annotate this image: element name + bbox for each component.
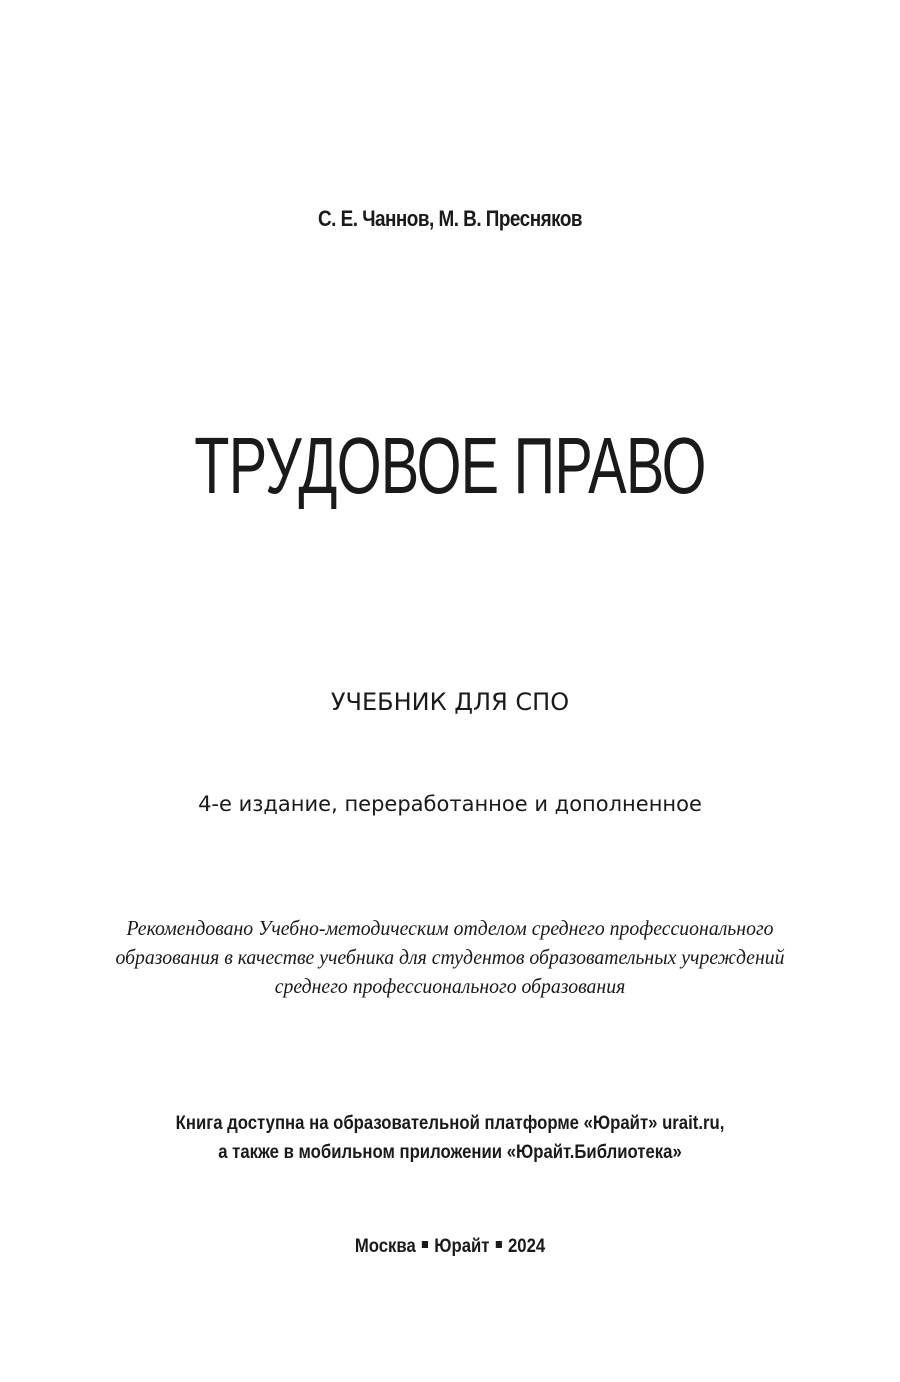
availability-line: Книга доступна на образовательной платформе «Юрайт» urait.ru, bbox=[175, 1113, 725, 1134]
square-separator-icon bbox=[422, 1241, 428, 1248]
book-subtitle: УЧЕБНИК ДЛЯ СПО bbox=[330, 688, 570, 716]
imprint-year: 2024 bbox=[507, 1236, 546, 1257]
recommendation-block bbox=[27, 914, 873, 1001]
imprint-publisher: Юрайт bbox=[434, 1236, 490, 1257]
availability-block bbox=[54, 1109, 846, 1167]
book-title: ТРУДОВОЕ ПРАВО bbox=[194, 421, 706, 510]
recommendation-line: образования в качестве учебника для студентов образовательных учреждений bbox=[115, 945, 785, 969]
imprint bbox=[54, 1236, 846, 1258]
imprint-city: Москва bbox=[354, 1236, 416, 1257]
book-authors: С. Е. Чаннов, М. В. Пресняков bbox=[317, 206, 582, 231]
square-separator-icon bbox=[496, 1241, 502, 1248]
recommendation-line: среднего профессионального образования bbox=[274, 974, 626, 998]
edition-info: 4-е издание, переработанное и дополненное bbox=[198, 792, 702, 816]
recommendation-line: Рекомендовано Учебно-методическим отделом среднего профессионального bbox=[126, 916, 774, 940]
availability-line: а также в мобильном приложении «Юрайт.Библиотека» bbox=[218, 1142, 682, 1163]
